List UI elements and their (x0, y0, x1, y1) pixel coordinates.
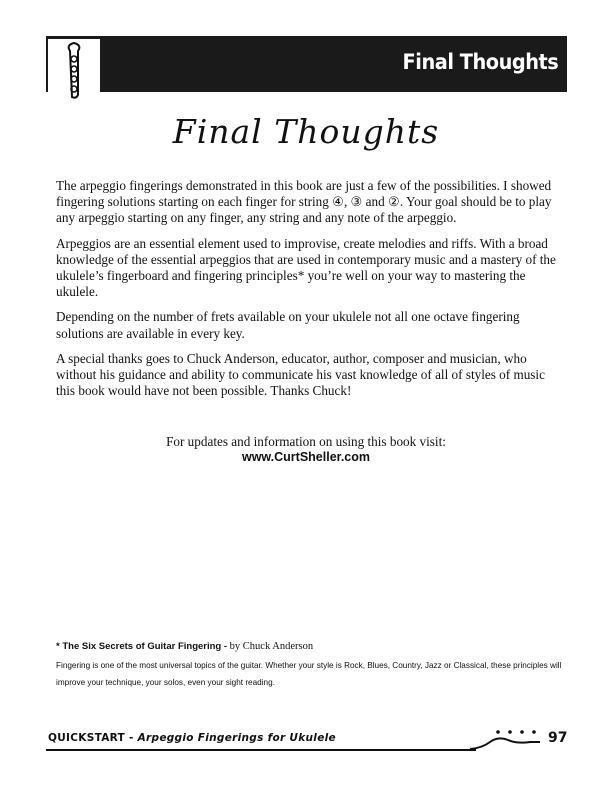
footer-rule (46, 749, 476, 751)
footer-series: QUICKSTART - (48, 732, 138, 744)
footnote-book-title: * The Six Secrets of Guitar Fingering - (56, 641, 230, 652)
page-number: 97 (548, 730, 568, 746)
footnote (56, 640, 568, 691)
header-title: Final Thoughts (402, 50, 558, 74)
ukulele-headstock-icon (48, 39, 100, 103)
footer-book-title: Arpeggio Fingerings for Ukulele (137, 732, 336, 744)
footnote-author: by Chuck Anderson (229, 641, 314, 652)
paragraph: The arpeggio fingerings demonstrated in this book are just a few of the possibilities. I showed fingering solutions starting on each finger for string ④, ③ and ②. Your goal should be to play any arpeggio starting on any finger, any string and any note of the arpeggio. (56, 178, 552, 226)
body-text (56, 178, 560, 408)
footnote-description: Fingering is one of the most universal topics of the guitar. Whether your style is Rock, Blues, Country, Jazz or Classical, these principles will improve your technique, your solos, even your sight reading. (56, 661, 562, 687)
website-link[interactable]: www.CurtSheller.com (241, 450, 371, 464)
paragraph: Depending on the number of frets available on your ukulele not all one octave fingering solutions are available in every key. (56, 309, 520, 341)
footnote-title (56, 640, 568, 654)
paragraph: Arpeggios are an essential element used to improvise, create melodies and riffs. With a broad knowledge of the essential arpeggios that are used in contemporary music and a mastery of the ukulele’s fingerboard and fingering principles* you’re well on your way to mastering the ukulele. (56, 235, 556, 300)
paragraph: A special thanks goes to Chuck Anderson, educator, author, composer and musician, who without his guidance and ability to communicate his vast knowledge of all of styles of music this book would have not been possible. Thanks Chuck! (56, 350, 545, 399)
page-heading: Final Thoughts (172, 112, 440, 151)
footer-title (48, 732, 336, 744)
updates-line: For updates and information on using this book visit: (166, 434, 446, 449)
fretboard-swash-icon (468, 726, 544, 752)
